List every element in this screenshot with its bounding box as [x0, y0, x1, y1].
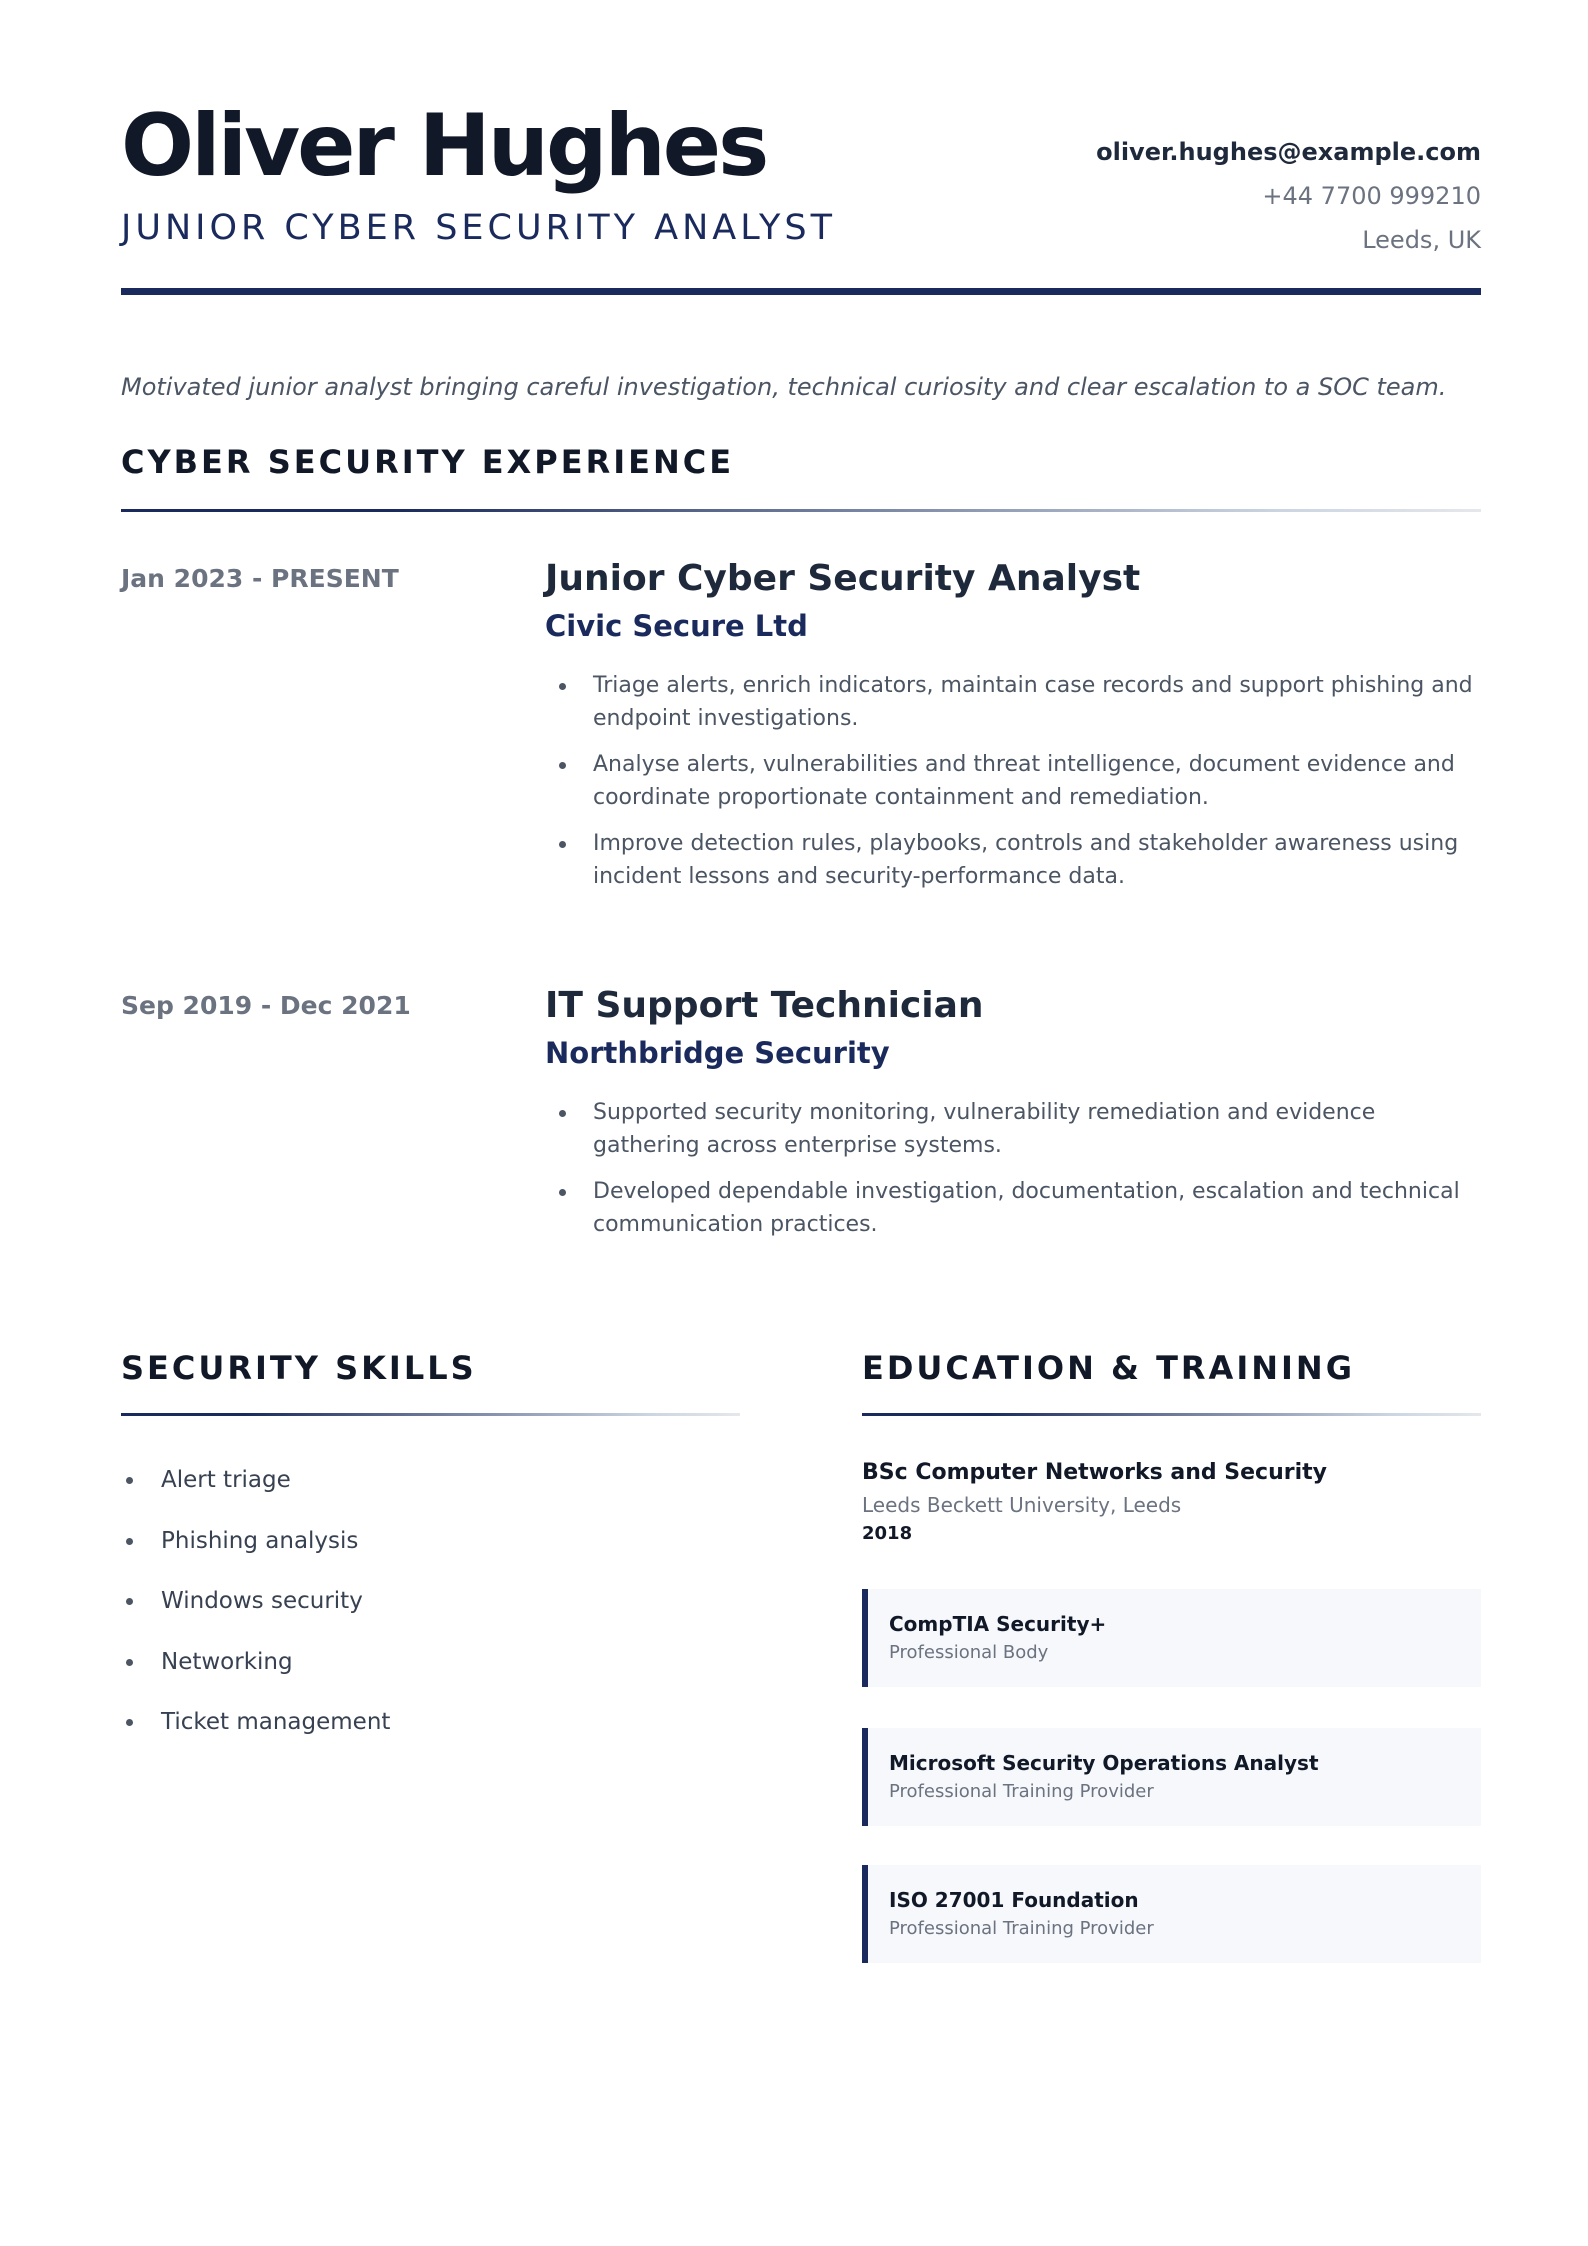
header-divider — [121, 288, 1481, 295]
job-dates: Sep 2019 - Dec 2021 — [121, 991, 411, 1020]
certification-name: CompTIA Security+ — [889, 1612, 1107, 1636]
job-dates: Jan 2023 - PRESENT — [121, 564, 399, 593]
skills-list — [121, 1462, 390, 1765]
skill-label: Networking — [161, 1648, 293, 1675]
job-bullet-text: Triage alerts, enrich indicators, maintain case records and support phishing and endpoint investigations. — [593, 673, 1473, 731]
education-entry — [862, 1457, 1481, 1547]
skill-label: Alert triage — [161, 1467, 291, 1493]
job-bullet-list — [545, 1096, 1481, 1241]
certification-card — [862, 1728, 1481, 1826]
certification-issuer: Professional Training Provider — [889, 1918, 1154, 1939]
contact-email: oliver.hughes@example.com — [1096, 138, 1481, 166]
bullet-dot-icon — [559, 762, 566, 769]
job-bullet-list — [545, 669, 1481, 893]
job-details — [545, 982, 1481, 1254]
job-bullet-text: Developed dependable investigation, documentation, escalation and technical communication practices. — [593, 1179, 1460, 1237]
education-heading: EDUCATION & TRAINING — [862, 1349, 1355, 1387]
education-school: Leeds Beckett University, Leeds — [862, 1493, 1182, 1517]
job-bullet — [545, 748, 1481, 814]
skill-item — [121, 1462, 390, 1498]
certification-card — [862, 1589, 1481, 1687]
bullet-dot-icon — [559, 1110, 566, 1117]
bullet-dot-icon — [559, 683, 566, 690]
profile-summary: Motivated junior analyst bringing careful investigation, technical curiosity and clear escalation to a SOC team. — [121, 373, 1447, 401]
job-bullet-text: Improve detection rules, playbooks, controls and stakeholder awareness using incident lessons and security-performance data. — [593, 831, 1459, 889]
job-title: Junior Cyber Security Analyst — [545, 558, 1141, 599]
skill-item — [121, 1523, 390, 1559]
job-bullet — [545, 669, 1481, 735]
bullet-dot-icon — [126, 1598, 133, 1605]
education-year: 2018 — [862, 1523, 913, 1544]
job-bullet-text: Analyse alerts, vulnerabilities and threat intelligence, document evidence and coordinate proportionate containment and remediation. — [593, 752, 1455, 810]
skills-heading: SECURITY SKILLS — [121, 1349, 477, 1387]
job-title: IT Support Technician — [545, 985, 984, 1026]
contact-block — [1096, 130, 1481, 262]
experience-heading: CYBER SECURITY EXPERIENCE — [121, 443, 735, 481]
bullet-dot-icon — [559, 841, 566, 848]
skill-label: Ticket management — [161, 1709, 391, 1735]
contact-location: Leeds, UK — [1362, 226, 1481, 254]
job-company: Northbridge Security — [545, 1036, 890, 1070]
skill-label: Windows security — [161, 1588, 363, 1614]
skill-item — [121, 1583, 390, 1619]
resume-header — [121, 90, 1481, 295]
education-divider — [862, 1413, 1481, 1416]
certification-name: Microsoft Security Operations Analyst — [889, 1751, 1319, 1775]
bullet-dot-icon — [126, 1477, 133, 1484]
bullet-dot-icon — [126, 1659, 133, 1666]
job-bullet — [545, 1175, 1481, 1241]
experience-divider — [121, 509, 1481, 512]
bullet-dot-icon — [126, 1538, 133, 1545]
job-bullet-text: Supported security monitoring, vulnerability remediation and evidence gathering across enterprise systems. — [593, 1100, 1376, 1158]
contact-phone: +44 7700 999210 — [1262, 182, 1481, 210]
candidate-name: Oliver Hughes — [121, 96, 767, 196]
skill-item — [121, 1704, 390, 1740]
job-bullet — [545, 1096, 1481, 1162]
bullet-dot-icon — [559, 1189, 566, 1196]
certification-issuer: Professional Training Provider — [889, 1781, 1154, 1802]
job-company: Civic Secure Ltd — [545, 609, 808, 643]
skill-label: Phishing analysis — [161, 1527, 359, 1554]
candidate-role: JUNIOR CYBER SECURITY ANALYST — [121, 208, 837, 248]
skills-divider — [121, 1413, 740, 1416]
resume-page — [121, 0, 1481, 2246]
certification-name: ISO 27001 Foundation — [889, 1888, 1139, 1912]
certification-card — [862, 1865, 1481, 1963]
education-degree: BSc Computer Networks and Security — [862, 1460, 1328, 1485]
job-details — [545, 555, 1481, 906]
certification-issuer: Professional Body — [889, 1642, 1049, 1663]
bullet-dot-icon — [126, 1719, 133, 1726]
job-bullet — [545, 827, 1481, 893]
skill-item — [121, 1644, 390, 1680]
